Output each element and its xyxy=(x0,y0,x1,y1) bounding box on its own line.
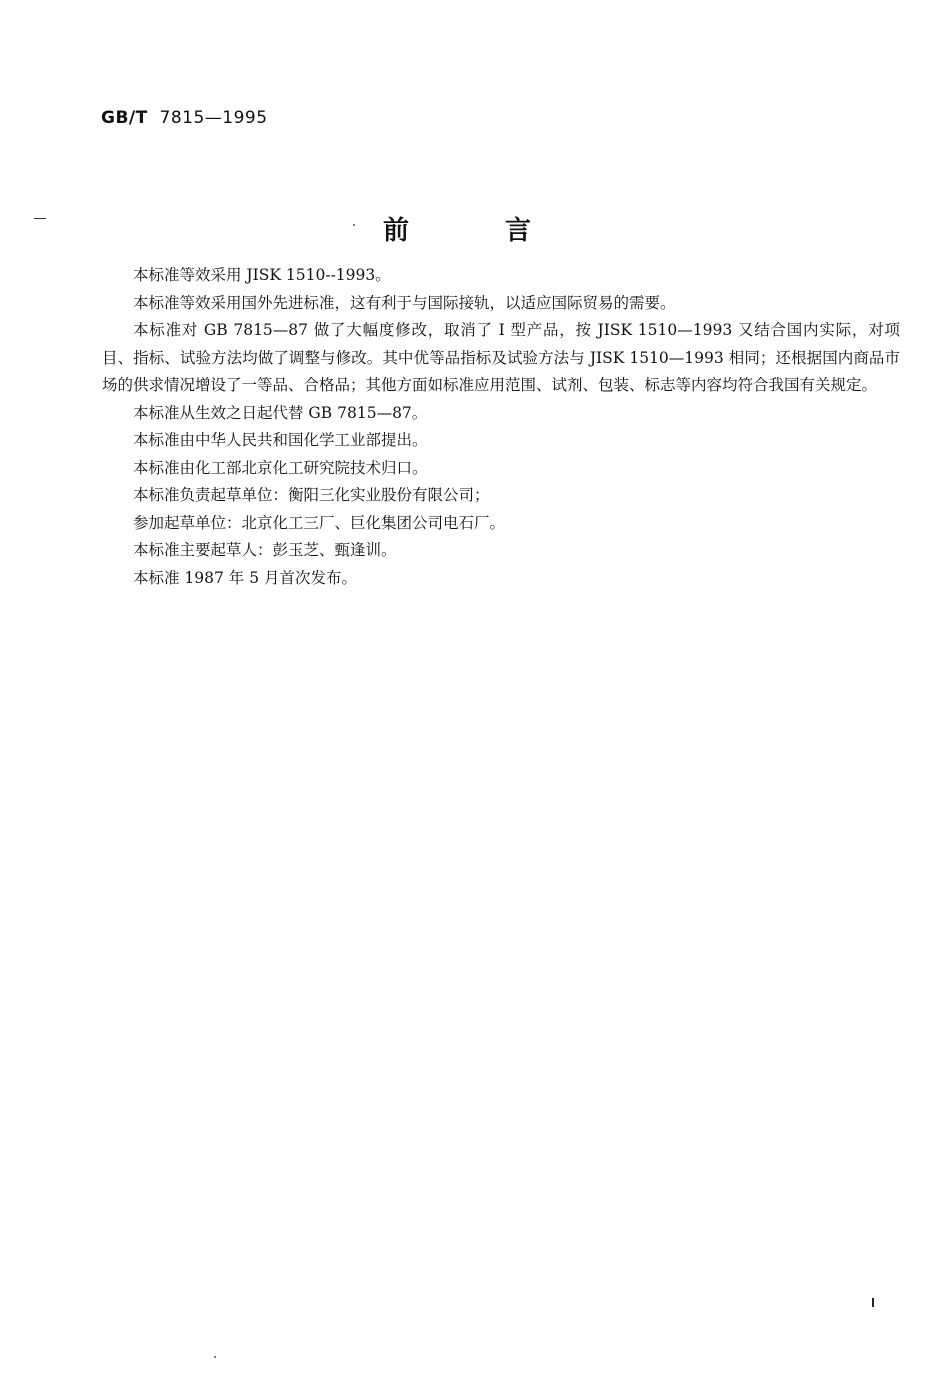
standard-code-prefix: GB/T xyxy=(101,108,148,128)
paragraph: 参加起草单位：北京化工三厂、巨化集团公司电石厂。 xyxy=(133,513,506,532)
paragraph: 本标准从生效之日起代替 GB 7815—87。 xyxy=(133,403,428,422)
standard-code-number: 7815—1995 xyxy=(159,108,268,128)
paragraph: 本标准 1987 年 5 月首次发布。 xyxy=(133,568,358,587)
paragraph: 本标准由中华人民共和国化学工业部提出。 xyxy=(133,431,428,449)
standard-code xyxy=(101,108,268,128)
paragraph: 本标准由化工部北京化工研究院技术归口。 xyxy=(133,458,428,477)
paragraph: 本标准对 GB 7815—87 做了大幅度修改，取消了 I 型产品，按 JISK 1510—1993 又结合国内实际，对项目、指标、试验方法均做了调整与修改。其中优等品指标及试验方法与 JISK 1510—1993 相同；还根据国内商品市场的供求情况增设了一等品、合格品；其他方面如标准应用范围、试剂、包装、标志等内容均符合我国有关规定。 xyxy=(102,321,900,394)
paragraph: 本标准主要起草人：彭玉芝、甄逢训。 xyxy=(133,541,397,559)
page-title: 前言 xyxy=(382,216,627,246)
paragraph: 本标准等效采用国外先进标准，这有利于与国际接轨，以适应国际贸易的需要。 xyxy=(133,293,676,312)
scan-corner-mark xyxy=(872,1298,874,1307)
foreword-body xyxy=(102,262,900,592)
paragraph: 本标准负责起草单位：衡阳三化实业股份有限公司； xyxy=(133,486,490,504)
paragraph: 本标准等效采用 JISK 1510--1993。 xyxy=(133,266,391,284)
scan-dot-mark xyxy=(214,1356,216,1358)
